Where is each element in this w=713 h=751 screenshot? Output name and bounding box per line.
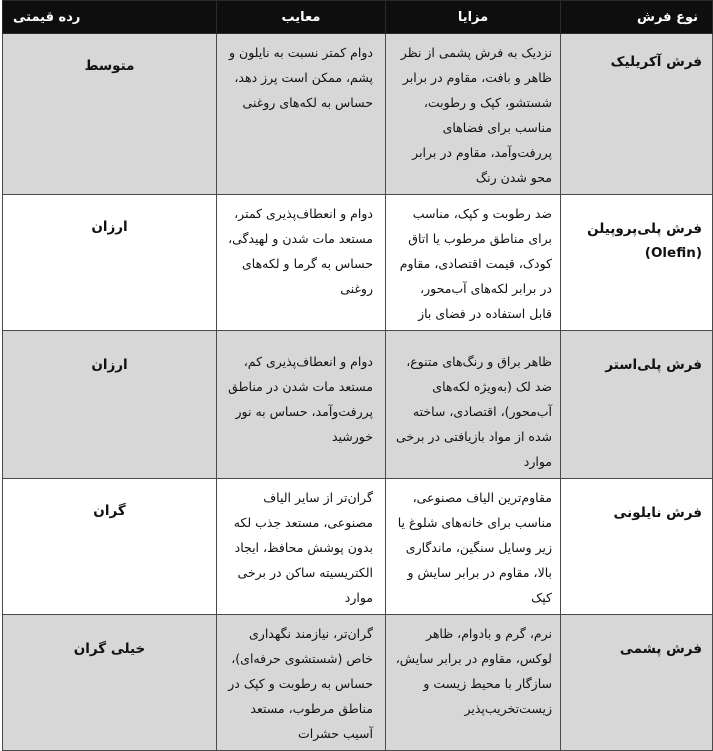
cell-type bbox=[561, 195, 713, 331]
cell-price: ارزان bbox=[3, 195, 217, 331]
cell-pros: ضد رطوبت و کپک، مناسب برای مناطق مرطوب یا اتاق کودک، قیمت اقتصادی، مقاوم در برابر لکه‌های آب‌محور، قابل استفاده در فضای باز bbox=[386, 195, 561, 331]
cell-pros: مقاوم‌ترین الیاف مصنوعی، مناسب برای خانه‌های شلوغ یا زیر وسایل سنگین، ماندگاری بالا، مقاوم در برابر سایش و کپک bbox=[386, 479, 561, 615]
header-type: نوع فرش bbox=[561, 1, 713, 34]
carpet-comparison-table bbox=[2, 0, 713, 751]
cell-cons: دوام کمتر نسبت به نایلون و پشم، ممکن است پرز دهد، حساس به لکه‌های روغنی bbox=[217, 34, 386, 195]
cell-cons: گران‌تر از سایر الیاف مصنوعی، مستعد جذب لکه بدون پوشش محافظ، ایجاد الکتریسیته ساکن در برخی موارد bbox=[217, 479, 386, 615]
cell-price: گران bbox=[3, 479, 217, 615]
table-row-polyester bbox=[3, 331, 713, 479]
cell-cons: دوام و انعطاف‌پذیری کم، مستعد مات شدن در مناطق پررفت‌وآمد، حساس به نور خورشید bbox=[217, 331, 386, 479]
table-row-polypropylene bbox=[3, 195, 713, 331]
header-pros: مزایا bbox=[386, 1, 561, 34]
cell-type: فرش آکریلیک bbox=[561, 34, 713, 195]
cell-price: خیلی گران bbox=[3, 615, 217, 751]
cell-price: ارزان bbox=[3, 331, 217, 479]
cell-type: فرش نایلونی bbox=[561, 479, 713, 615]
table-row-wool bbox=[3, 615, 713, 751]
cell-pros: نرم، گرم و بادوام، ظاهر لوکس، مقاوم در برابر سایش، سازگار با محیط زیست و زیست‌تخریب‌پذیر bbox=[386, 615, 561, 751]
header-cons: معایب bbox=[217, 1, 386, 34]
header-price: رده قیمتی bbox=[3, 1, 217, 34]
cell-type: فرش پشمی bbox=[561, 615, 713, 751]
cell-type: فرش پلی‌استر bbox=[561, 331, 713, 479]
cell-pros: ظاهر براق و رنگ‌های متنوع، ضد لک (به‌ویژه لکه‌های آب‌محور)، اقتصادی، ساخته شده از مواد بازیافتی در برخی موارد bbox=[386, 331, 561, 479]
cell-cons: گران‌تر، نیازمند نگهداری خاص (شستشوی حرفه‌ای)، حساس به رطوبت و کپک در مناطق مرطوب، مستعد آسیب حشرات bbox=[217, 615, 386, 751]
header-row bbox=[3, 1, 713, 34]
cell-pros: نزدیک به فرش پشمی از نظر ظاهر و بافت، مقاوم در برابر شستشو، کپک و رطوبت، مناسب برای فضاهای پررفت‌وآمد، مقاوم در برابر محو شدن رنگ bbox=[386, 34, 561, 195]
cell-type-text: فرش پلی‌پروپیلن (Olefin) bbox=[587, 221, 702, 261]
table-row-nylon bbox=[3, 479, 713, 615]
cell-cons: دوام و انعطاف‌پذیری کمتر، مستعد مات شدن و لهیدگی، حساس به گرما و لکه‌های روغنی bbox=[217, 195, 386, 331]
cell-price: متوسط bbox=[3, 34, 217, 195]
table-row-acrylic bbox=[3, 34, 713, 195]
